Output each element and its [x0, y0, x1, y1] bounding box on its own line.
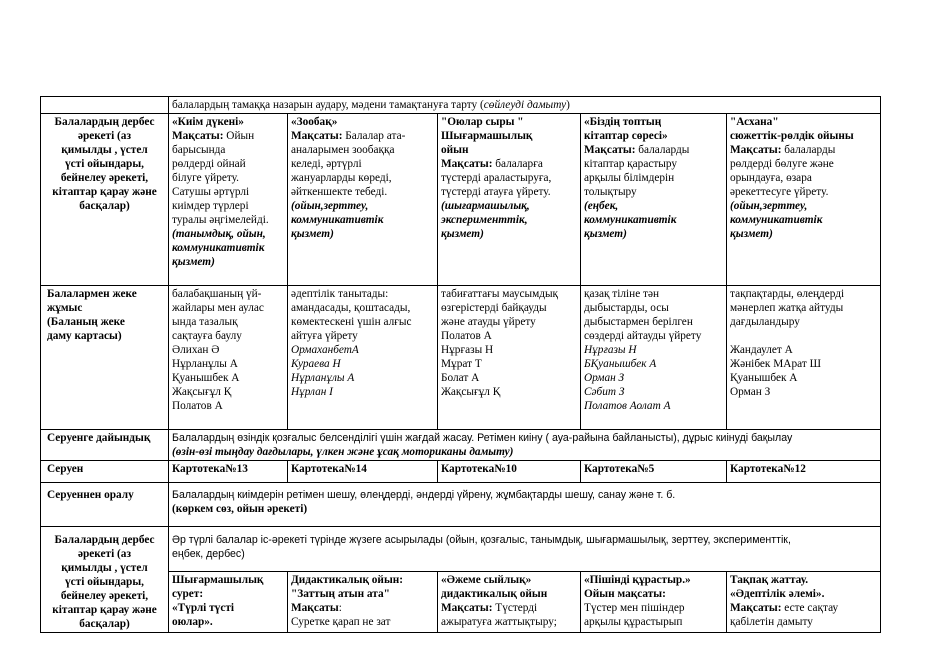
text-line: Балалармен жеке	[47, 288, 137, 300]
row-label: Серуен	[41, 461, 169, 483]
text-line: (ойын,зерттеу,	[730, 200, 808, 212]
text-line: (шығармашылық,	[441, 200, 530, 212]
text-line: үсті ойындары,	[65, 158, 144, 170]
text-line: коммуникативтік	[584, 214, 677, 226]
text-line: қызмет)	[441, 228, 484, 240]
text-line: мәнерлеп жатқа айтуды	[730, 302, 844, 314]
table-row	[41, 286, 881, 430]
text-line: даму картасы)	[47, 330, 122, 342]
text-line: дыбыстармен берілген	[584, 316, 693, 328]
text-line: әрекеттесуге үйрету.	[730, 186, 829, 198]
text-line: "Заттың атын ата"	[291, 588, 390, 601]
text-line: Түстер мен пішіндер	[584, 602, 685, 615]
text-line: кітаптар сөресі»	[584, 130, 668, 142]
text-line: қазақ тіліне тән	[584, 288, 660, 300]
text-line: Шығармашылық	[172, 574, 264, 587]
text-line	[291, 601, 434, 615]
text-line: Нұрғазы Н	[441, 344, 494, 356]
text-line: (Баланың жеке	[47, 316, 125, 328]
walk-card-cell: Картотека№5	[581, 461, 727, 483]
individual-work-cell	[169, 286, 288, 430]
text-line: туралы әңгімелейді.	[172, 214, 269, 226]
row-label	[41, 527, 169, 633]
text-line: сюжеттік-рөлдік ойыны	[730, 130, 854, 142]
text-line: Жақсығұл Қ	[441, 386, 501, 398]
text-line: білуге үйрету.	[172, 172, 239, 184]
text-line: арқылы құрастырып	[584, 616, 683, 629]
text-run: балаларға	[495, 158, 543, 170]
text-line: коммуникативтік	[730, 214, 823, 226]
text-run: Мақсаты:	[730, 144, 785, 156]
text-line: Сатушы әртүрлі	[172, 186, 250, 198]
text-run: Мақсаты:	[584, 144, 639, 156]
text-line: айтуға үйрету	[291, 330, 358, 342]
blank-line	[730, 329, 877, 343]
text-line: толықтыру	[584, 186, 637, 198]
text-line: «Киім дүкені»	[172, 116, 244, 128]
text-line: Жандаулет А	[730, 344, 793, 356]
text-line: Болат А	[441, 372, 480, 384]
text-run: Ойын	[226, 130, 255, 142]
text-line: барысында	[172, 144, 226, 156]
text-line: (еңбек,	[584, 200, 619, 212]
table-row	[41, 527, 881, 572]
text-line: үсті ойындары,	[65, 576, 144, 588]
activity-cell	[727, 572, 881, 633]
activity-cell	[169, 114, 288, 286]
text-line: ажыратуға жаттықтыру;	[441, 616, 557, 629]
text-line: аналарымен зообаққа	[291, 144, 395, 156]
text-run: Мақсаты:	[291, 130, 346, 142]
text-line: Кураева Н	[291, 358, 341, 370]
text-line: Полатов А	[441, 330, 492, 342]
text-line: әдептілік танытады:	[291, 288, 389, 300]
activity-cell	[438, 114, 581, 286]
individual-work-cell	[438, 286, 581, 430]
text-line: эксперименттік,	[441, 214, 528, 226]
text-line: дидактикалық ойын	[441, 588, 548, 601]
text-line: қимылды , үстел	[61, 562, 148, 574]
text-line: бейнелеу әрекеті,	[60, 590, 149, 602]
row-label: Серуеннен оралу	[41, 483, 169, 527]
text-line: Ойын мақсаты:	[584, 588, 666, 601]
text-line: рөлдерді бөлуге және	[730, 158, 834, 170]
text-line: сақтауға баулу	[172, 330, 242, 342]
text-line: басқалар)	[79, 200, 130, 212]
table-row	[41, 461, 881, 483]
text-line: Полатов Аолат А	[584, 400, 671, 412]
text-line: сөздерді айтауды үйрету	[584, 330, 702, 342]
text-line: Нұрғазы Н	[584, 344, 637, 356]
text-line: коммуникативтік	[172, 242, 265, 254]
text-line: арқылы білімдерін	[584, 172, 675, 184]
text-line: және атауды үйрету	[441, 316, 536, 328]
text-line: Нұрланұлы А	[172, 358, 238, 370]
text-run: Мақсаты:	[441, 158, 496, 170]
row-text-cell: балалардың тамаққа назарын аудару, мәдени тамақтануға тарту (сөйлеуді дамыту)	[169, 97, 881, 114]
text-line: Әлихан Ә	[172, 344, 220, 356]
text-run: Балалар ата-	[345, 130, 406, 142]
activity-cell	[438, 572, 581, 633]
activity-cell	[288, 114, 438, 286]
text-line: кітаптар қарау және	[52, 186, 157, 198]
text-line: әйткеншекте тебеді.	[291, 186, 388, 198]
row-note: (көркем сөз, ойын әрекеті)	[172, 503, 308, 515]
text-line: жайлары мен аулас	[172, 302, 264, 314]
individual-work-cell	[288, 286, 438, 430]
text-line: көмектескені үшін алғыс	[291, 316, 412, 328]
row-label: Серуенге дайындық	[41, 430, 169, 461]
text-line	[441, 601, 577, 615]
text-line: (танымдық, ойын,	[172, 228, 266, 240]
text-line: (ойын,зерттеу,	[291, 200, 369, 212]
text-line	[291, 129, 434, 143]
plan-table	[40, 96, 881, 633]
text-line: «Зообақ»	[291, 116, 338, 128]
text-run: :	[338, 602, 342, 615]
text-line: бейнелеу әрекеті,	[60, 172, 149, 184]
text-line: еңбек, дербес)	[172, 548, 245, 560]
text-line: Суретке қарап не зат	[291, 616, 391, 629]
table-row	[41, 483, 881, 527]
text-line: Балалардың дербес	[54, 116, 155, 128]
activity-cell	[581, 572, 727, 633]
text-line: қызмет)	[584, 228, 627, 240]
text-line: әрекеті (аз	[77, 130, 131, 142]
activity-cell	[581, 114, 727, 286]
text-line: қимылды , үстел	[61, 144, 148, 156]
table-row	[41, 114, 881, 286]
text-line: кітаптар қарастыру	[584, 158, 678, 170]
text-run: Түстерді	[495, 602, 538, 615]
text-line: жануарларды көреді,	[291, 172, 392, 184]
text-line: ОрмаханбетА	[291, 344, 359, 356]
text-line: «Біздің топтың	[584, 116, 662, 128]
text-line: қызмет)	[172, 256, 215, 268]
text-line: ында тазалық	[172, 316, 238, 328]
text-run: Мақсаты:	[172, 130, 227, 142]
text-line: БҚуанышбек А	[584, 358, 657, 370]
table-row	[41, 97, 881, 114]
row-note: (өзін-өзі тыңдау дағдылары, үлкен және ұсақ моториканы дамыту)	[172, 446, 514, 458]
empty-label-cell	[41, 97, 169, 114]
text-run: есте сақтау	[784, 602, 839, 615]
text-line: әрекеті (аз	[77, 548, 131, 560]
activity-cell	[727, 114, 881, 286]
text-line: өзгерістерді байқауды	[441, 302, 547, 314]
row-text-cell	[169, 527, 881, 572]
text-line: табиғаттағы маусымдық	[441, 288, 559, 300]
text-line: амандасады, қоштасады,	[291, 302, 411, 314]
text-line	[172, 129, 284, 143]
text-line	[441, 157, 577, 171]
text-line: түстерді араластыруға,	[441, 172, 552, 184]
text-line: Жәнібек МАрат Ш	[730, 358, 821, 370]
text-line: қызмет)	[291, 228, 334, 240]
text-line: Орман З	[730, 386, 771, 398]
text-run: балаларды	[784, 144, 836, 156]
walk-card-cell: Картотека№10	[438, 461, 581, 483]
text-line: дыбыстарды, осы	[584, 302, 669, 314]
walk-card-cell: Картотека№13	[169, 461, 288, 483]
text-line: рөлдерді ойнай	[172, 158, 246, 170]
activity-cell	[169, 572, 288, 633]
text-line: Орман З	[584, 372, 625, 384]
text-line: "Оюлар сыры "	[441, 116, 524, 128]
row-text-cell	[169, 483, 881, 527]
text-line: "Асхана"	[730, 116, 779, 128]
table-row	[41, 430, 881, 461]
row-label	[41, 286, 169, 430]
text-line: басқалар)	[79, 618, 130, 630]
text-line: қабілетін дамыту	[730, 616, 813, 629]
row-text: Балалардың киімдерін ретімен шешу, өлеңдерді, әндерді үйрену, жұмбақтарды шешу, санау және т. б.	[172, 489, 676, 501]
text-line: Нұрлан І	[291, 386, 333, 398]
text-line: «Түрлі түсті	[172, 602, 235, 615]
text-line: кітаптар қарау және	[52, 604, 157, 616]
row-label	[41, 114, 169, 286]
text-line: Қуанышбек А	[730, 372, 798, 384]
text-line: «Пішінді құрастыр.»	[584, 574, 691, 587]
text-line: Нұрланұлы А	[291, 372, 355, 384]
text-line: келеді, әртүрлі	[291, 158, 362, 170]
text-line	[730, 143, 877, 157]
activity-cell	[288, 572, 438, 633]
text-line: «Әдептілік әлемі».	[730, 588, 825, 601]
text-line	[584, 143, 723, 157]
text-line: киімдер түрлері	[172, 200, 249, 212]
text-run: Мақсаты:	[441, 602, 496, 615]
text-line: Полатов А	[172, 400, 223, 412]
walk-card-cell: Картотека№14	[288, 461, 438, 483]
text-line: Қуанышбек А	[172, 372, 240, 384]
text-line: ойын	[441, 144, 469, 156]
row-text: Балалардың өзіндік қозғалыс белсенділігі үшін жағдай жасау. Ретімен киіну ( ауа-райына байланысты), дұрыс киінуді бақылау	[172, 432, 793, 444]
individual-work-cell	[581, 286, 727, 430]
text-line: «Әжеме сыйлық»	[441, 574, 532, 587]
text-line: Жақсығұл Қ	[172, 386, 232, 398]
text-line: Балалардың дербес	[54, 534, 155, 546]
text-line: тақпақтарды, өлеңдерді	[730, 288, 845, 300]
text-line: Шығармашылық	[441, 130, 533, 142]
walk-card-cell: Картотека№12	[727, 461, 881, 483]
text-line: оюлар».	[172, 616, 213, 629]
text-line: Мұрат Т	[441, 358, 482, 370]
text-line: түстерді атауға үйрету.	[441, 186, 551, 198]
text-run: балаларды	[638, 144, 690, 156]
text-run: Мақсаты:	[730, 602, 785, 615]
text-line: қызмет)	[730, 228, 773, 240]
text-line: орындауға, өзара	[730, 172, 812, 184]
text-line: жұмыс	[47, 302, 83, 314]
text-line: сурет:	[172, 588, 204, 601]
text-line: Әр түрлі балалар іс-әрекеті түрінде жүзеге асырылады (ойын, қозғалыс, танымдық, шығармашылық, зерттеу, эксперименттік,	[172, 534, 791, 546]
text-run: Мақсаты	[291, 602, 339, 615]
row-text-cell	[169, 430, 881, 461]
text-line: Сәбит З	[584, 386, 625, 398]
text-line: Тақпақ жаттау.	[730, 574, 809, 587]
text-line: балабақшаның үй-	[172, 288, 262, 300]
text-line: дағдыландыру	[730, 316, 800, 328]
text-line	[730, 601, 877, 615]
text-line: коммуникативтік	[291, 214, 384, 226]
text-line: Дидактикалық ойын:	[291, 574, 404, 587]
individual-work-cell	[727, 286, 881, 430]
